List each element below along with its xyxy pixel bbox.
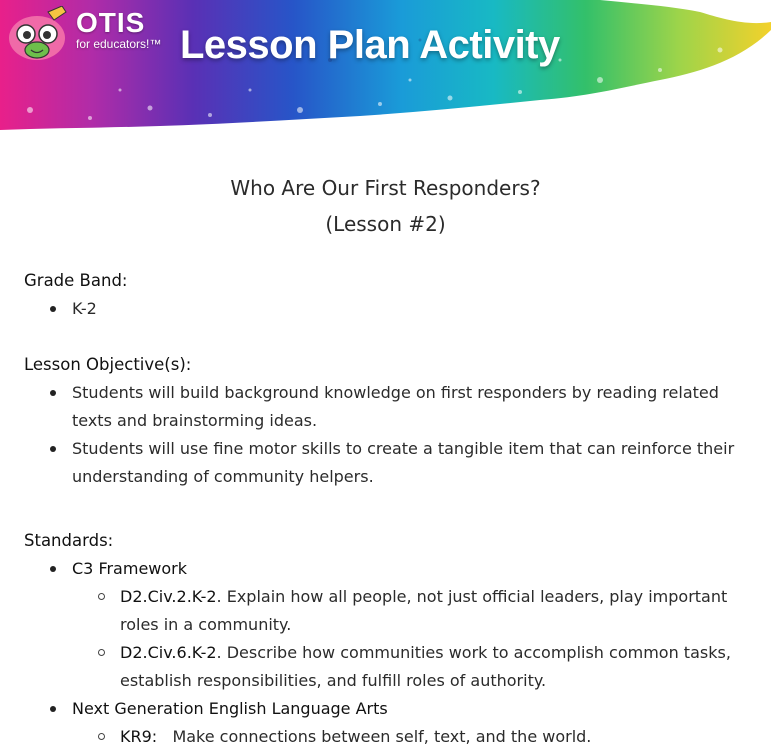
ela-standards-list bbox=[72, 723, 754, 751]
standards-list bbox=[24, 555, 754, 751]
standard-code: KR9: bbox=[120, 727, 158, 746]
standards-heading: Standards: bbox=[24, 531, 114, 550]
standard-code: D2.Civ.6.K-2 bbox=[120, 643, 217, 662]
lesson-title-line1: Who Are Our First Responders? bbox=[230, 176, 541, 200]
standard-group-name: C3 Framework bbox=[72, 559, 188, 578]
standard-text: . Describe how communities work to accomplish common tasks, establish responsibilities, and fulfill roles of authority. bbox=[120, 643, 731, 690]
standard-text: Make connections between self, text, and the world. bbox=[157, 727, 592, 746]
grade-band-list bbox=[24, 295, 754, 323]
grade-band-item: K-2 bbox=[72, 295, 754, 323]
otis-mascot-logo bbox=[4, 6, 70, 64]
standard-group-c3 bbox=[72, 555, 754, 695]
standard-text: . Explain how all people, not just official leaders, play important roles in a community. bbox=[120, 587, 728, 634]
lesson-title-line2: (Lesson #2) bbox=[325, 212, 446, 236]
standard-group-ela bbox=[72, 695, 754, 751]
header-banner bbox=[0, 0, 771, 138]
objectives-list bbox=[24, 379, 754, 491]
standard-group-name: Next Generation English Language Arts bbox=[72, 699, 388, 718]
standard-item bbox=[120, 583, 754, 639]
objectives-heading: Lesson Objective(s): bbox=[24, 355, 192, 374]
grade-band-heading: Grade Band: bbox=[24, 271, 128, 290]
logo-tagline: for educators!™ bbox=[76, 37, 162, 51]
objective-item: Students will build background knowledge on first responders by reading related texts and brainstorming ideas. bbox=[72, 379, 754, 435]
banner-title: Lesson Plan Activity bbox=[180, 23, 560, 67]
lesson-title bbox=[0, 170, 771, 242]
standard-item bbox=[120, 639, 754, 695]
logo-name: OTIS bbox=[76, 7, 146, 38]
standard-item bbox=[120, 723, 754, 751]
lesson-content bbox=[24, 267, 754, 751]
c3-standards-list bbox=[72, 583, 754, 695]
otis-logo-text bbox=[76, 9, 161, 51]
standard-code: D2.Civ.2.K-2 bbox=[120, 587, 217, 606]
objective-item: Students will use fine motor skills to create a tangible item that can reinforce their understanding of community helpers. bbox=[72, 435, 754, 491]
